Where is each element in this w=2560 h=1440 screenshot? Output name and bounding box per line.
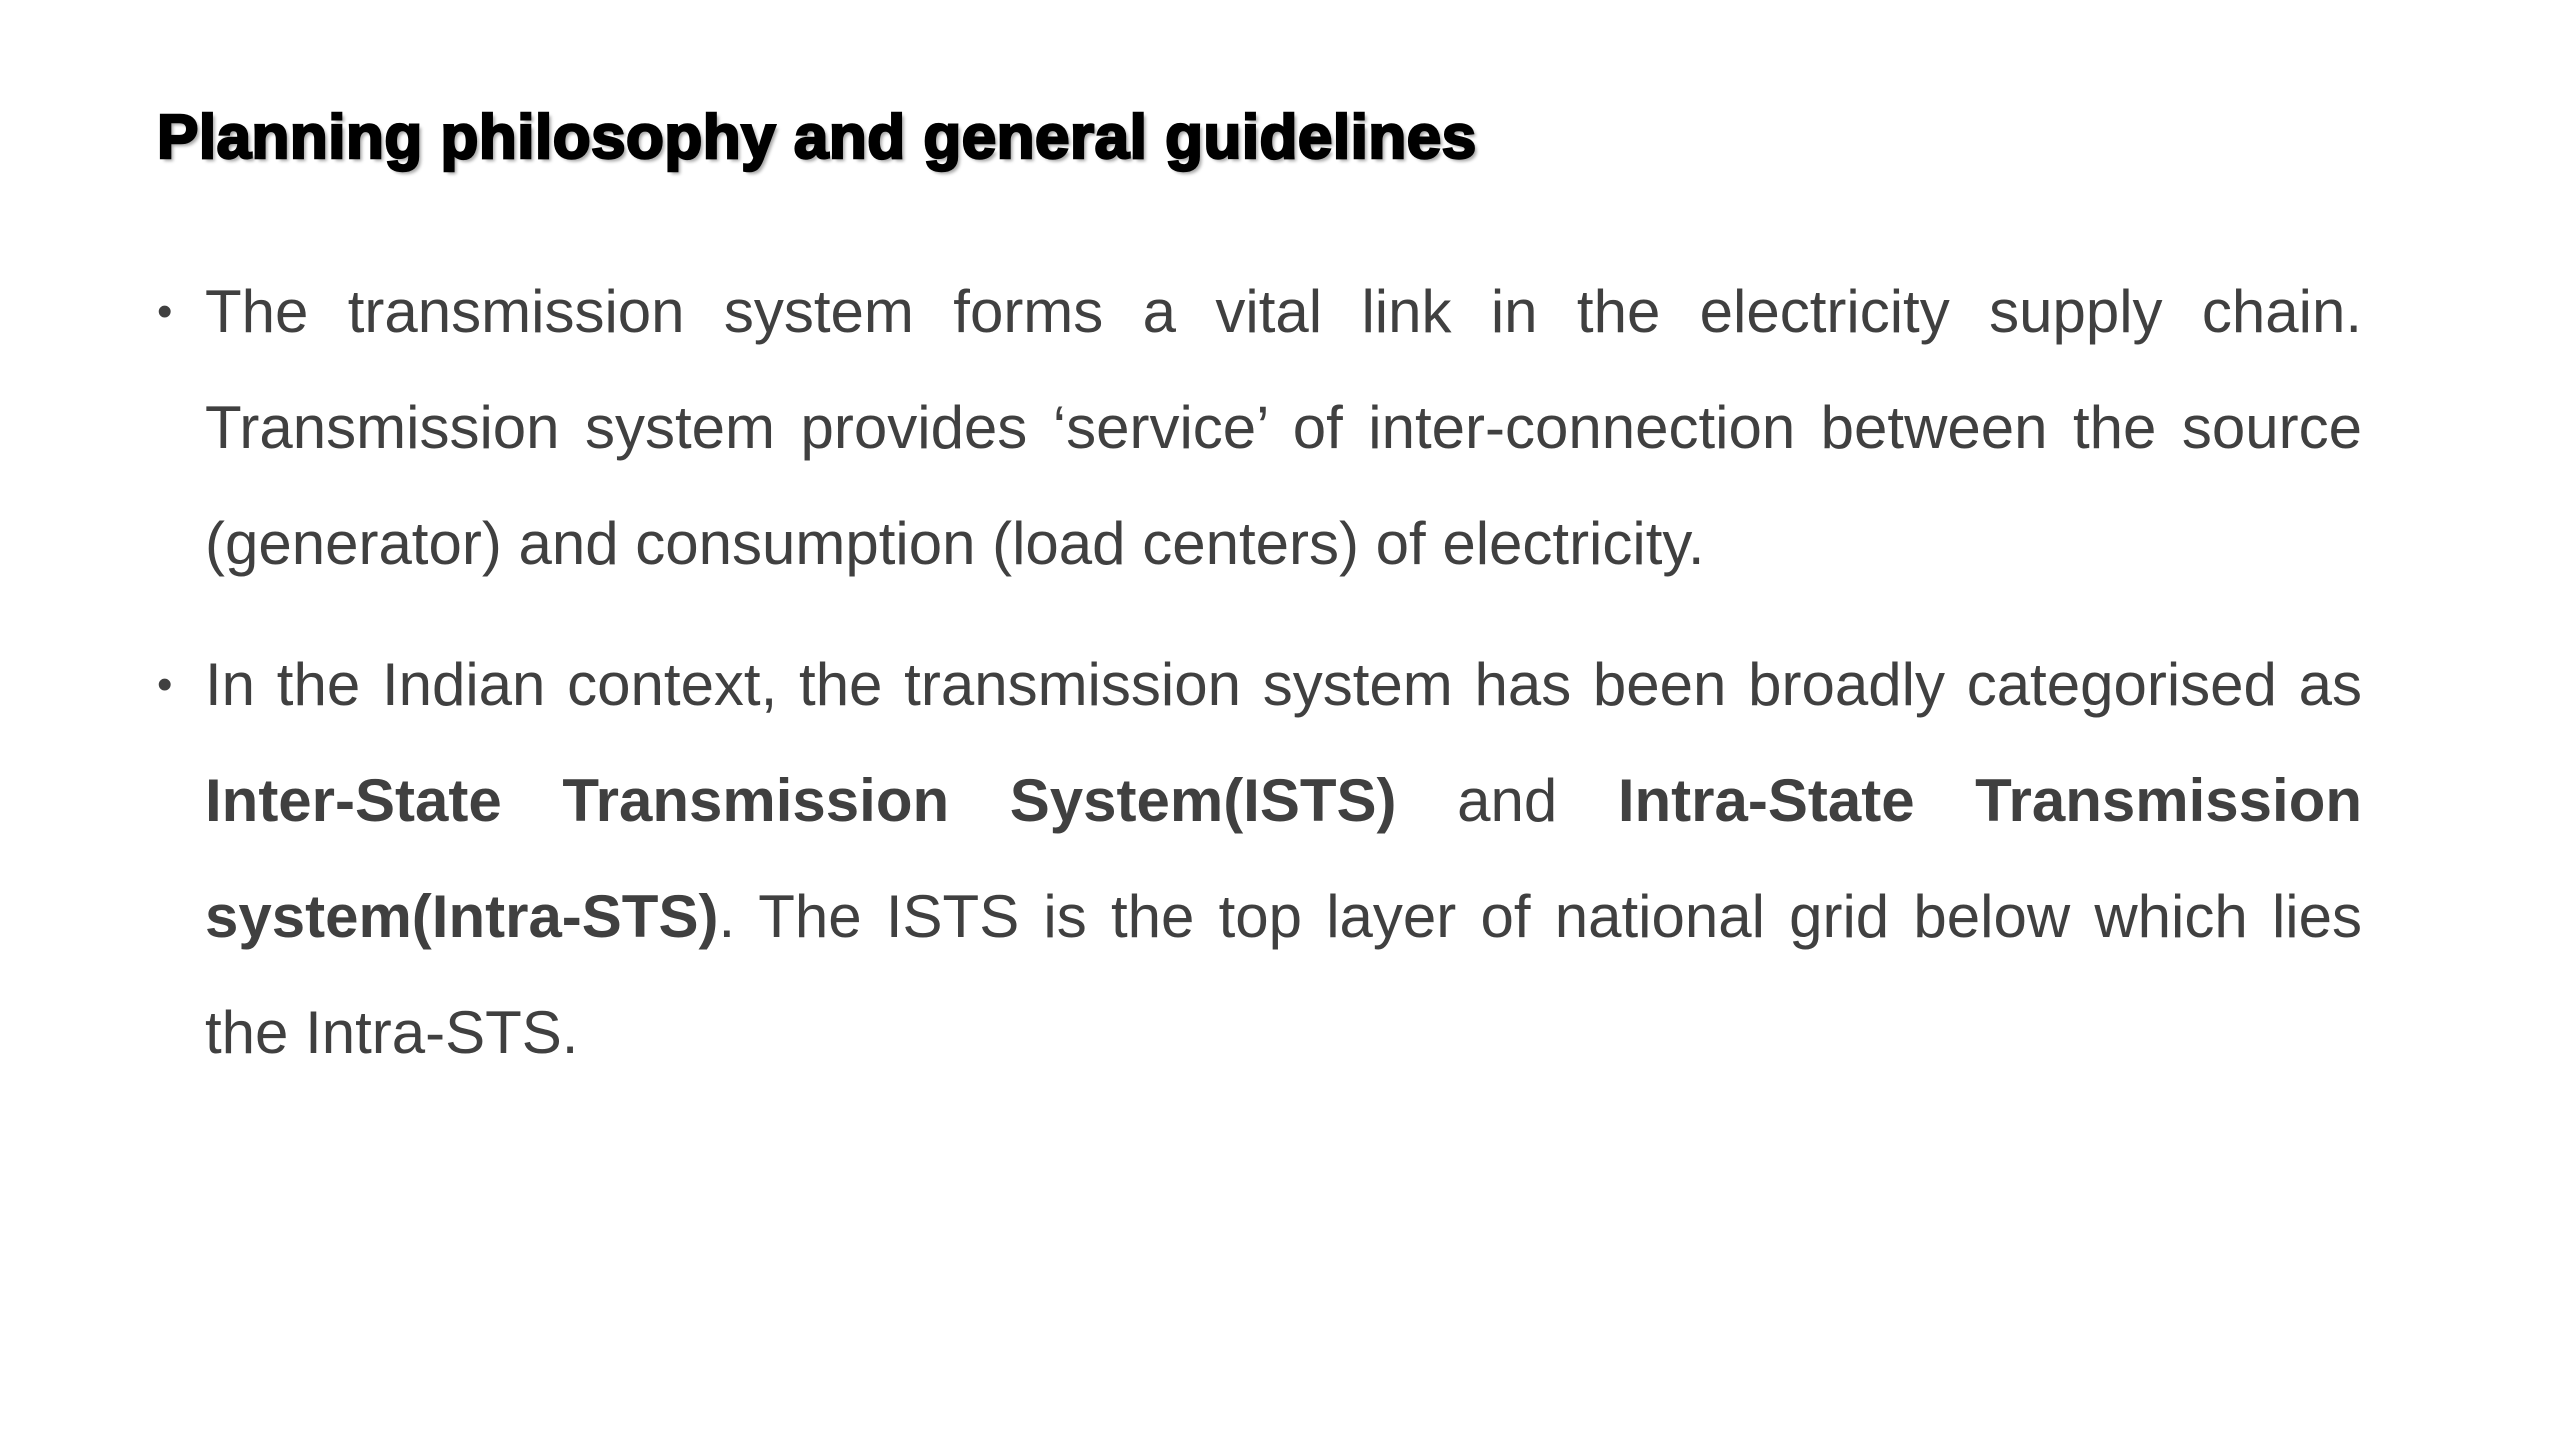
text-segment: . The ISTS is the top layer of national grid below which lies the Intra-STS. (205, 883, 2362, 1066)
bullet-text (205, 651, 2362, 1066)
bullet-list (157, 254, 2362, 1116)
bullet-item (157, 627, 2362, 1091)
bullet-dot-icon: • (157, 660, 173, 709)
text-segment: and (1396, 767, 1618, 834)
slide-title: Planning philosophy and general guidelines (157, 103, 1477, 172)
bullet-text (205, 278, 2362, 577)
bullet-item (157, 254, 2362, 602)
bold-term-ists: Inter-State Transmission System(ISTS) (205, 767, 1397, 834)
bullet-dot-icon: • (157, 287, 173, 336)
text-segment: The transmission system forms a vital link in the electricity supply chain. Transmission system provides ‘service’ of inter-connection between the source (generator) and consumption (load centers) of electricity. (205, 278, 2362, 577)
bold-term-intra-sts: Intra-State Transmission system(Intra-STS) (205, 767, 2362, 950)
text-segment: In the Indian context, the transmission system has been broadly categorised as (205, 651, 2362, 718)
